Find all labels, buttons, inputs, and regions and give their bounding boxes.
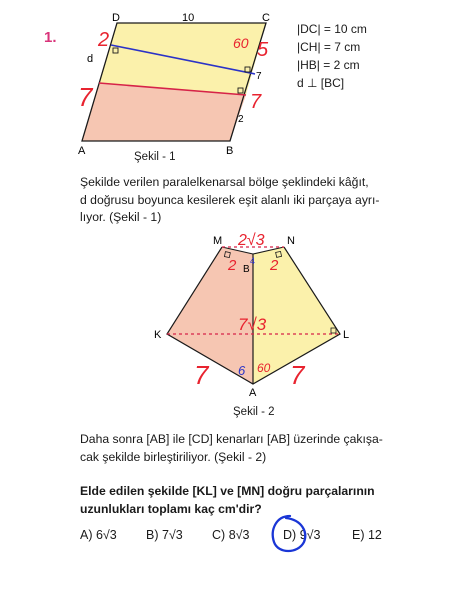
figure-1-parallelogram [70, 10, 270, 170]
paragraph-2 [80, 431, 430, 466]
figure-2-pentagon [150, 232, 360, 407]
hand-left-2: 2 [228, 257, 237, 274]
label-C: C [262, 12, 270, 24]
label-M: M [213, 235, 223, 247]
given-dc: |DC| = 10 cm [297, 22, 367, 36]
label-D: D [112, 12, 120, 24]
label-L: L [343, 329, 350, 341]
hand-top-4: 4 [250, 256, 256, 266]
option-d-letter: D) [283, 528, 297, 542]
option-c-letter: C) [212, 528, 226, 542]
option-d-value: 9√3 [299, 528, 321, 542]
paragraph-1-line-1: Şekilde verilen paralelkenarsal bölge şeklindeki kâğıt, [80, 175, 369, 189]
option-c-value: 8√3 [228, 528, 250, 542]
hand-left-7: 7 [78, 82, 93, 112]
label-A: A [78, 145, 86, 157]
paragraph-1 [80, 174, 430, 227]
paragraph-2-line-1: Daha sonra [AB] ile [CD] kenarları [AB] üzerinde çakışa- [80, 432, 383, 446]
option-a-letter: A) [80, 528, 93, 542]
hand-right-7: 7 [250, 91, 262, 113]
label-right-7: 7 [256, 71, 262, 82]
hand-angle-60: 60 [233, 35, 249, 51]
question-line-1: Elde edilen şekilde [KL] ve [MN] doğru parçalarının [80, 484, 375, 498]
given-perpendicular: d ⊥ [BC] [297, 76, 345, 90]
label-B2: B [243, 264, 250, 275]
question-number: 1. [44, 29, 57, 46]
option-e-value: 12 [367, 528, 382, 542]
given-hb: |HB| = 2 cm [297, 58, 360, 72]
label-K: K [154, 329, 162, 341]
option-b[interactable] [146, 528, 183, 542]
hand-left-7: 7 [194, 360, 209, 390]
hand-left-2: 2 [98, 29, 110, 51]
paragraph-1-line-3: lıyor. (Şekil - 1) [80, 210, 162, 224]
option-b-letter: B) [146, 528, 159, 542]
label-d: d [87, 53, 94, 65]
figure-2-caption: Şekil - 2 [233, 406, 275, 418]
option-e-letter: E) [352, 528, 365, 542]
label-top-10: 10 [182, 12, 195, 24]
figure-1-caption: Şekil - 1 [134, 151, 176, 163]
label-right-2: 2 [238, 114, 244, 125]
hand-angle-60: 60 [257, 361, 271, 375]
label-A2: A [249, 387, 257, 399]
hand-right-5: 5 [257, 39, 269, 61]
option-a-value: 6√3 [95, 528, 117, 542]
question-text [80, 483, 430, 518]
hand-middle-7root3: 7√3 [238, 315, 267, 334]
hand-top-mn: 2√3 [238, 232, 265, 249]
option-b-value: 7√3 [161, 528, 183, 542]
paragraph-1-line-2: d doğrusu boyunca kesilerek eşit alanlı iki parçaya ayrı- [80, 192, 380, 207]
given-list [297, 20, 367, 92]
label-B: B [226, 145, 234, 157]
given-ch: |CH| = 7 cm [297, 40, 361, 54]
answer-circle-mark [268, 512, 310, 556]
option-c[interactable] [212, 528, 249, 542]
paragraph-2-line-2: cak şekilde birleştiriliyor. (Şekil - 2) [80, 449, 267, 464]
label-N: N [287, 235, 295, 247]
hand-right-7: 7 [290, 360, 305, 390]
option-a[interactable] [80, 528, 117, 542]
hand-angle-mark: 6 [238, 363, 246, 378]
hand-right-2: 2 [270, 257, 279, 274]
question-line-2: uzunlukları toplamı kaç cm'dir? [80, 501, 262, 516]
option-e[interactable] [352, 528, 382, 542]
